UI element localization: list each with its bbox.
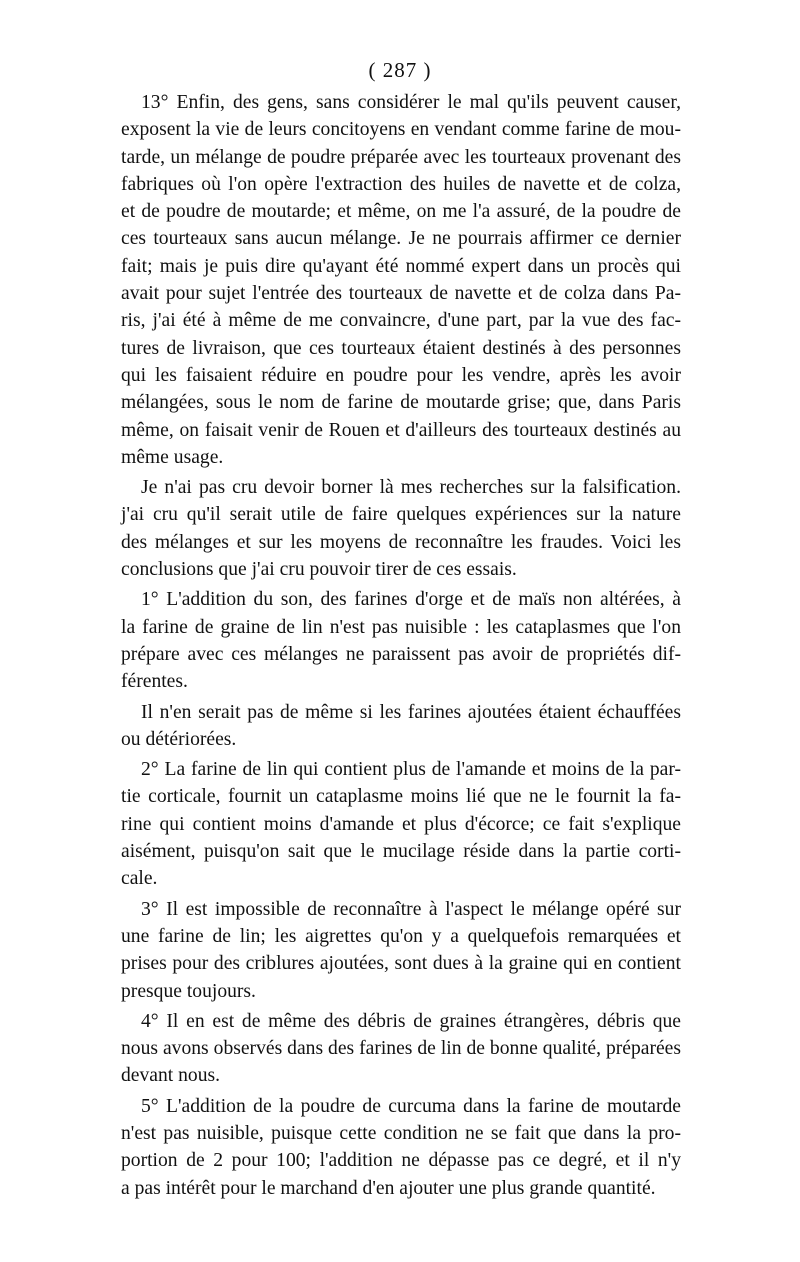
paragraph — [121, 1093, 681, 1202]
text-line: une farine de lin; les aigrettes qu'on y a quelquefois remarquées et — [121, 925, 681, 947]
text-line: 3° Il est impossible de reconnaître à l'aspect le mélange opéré sur — [141, 898, 681, 920]
text-line: prises pour des criblures ajoutées, sont dues à la graine qui en contient — [121, 953, 681, 975]
paragraph — [121, 89, 681, 471]
body-text — [121, 89, 681, 1202]
text-line: des mélanges et sur les moyens de reconnaître les fraudes. Voici les — [121, 531, 681, 553]
text-line: rine qui contient moins d'amande et plus d'écorce; ce fait s'explique — [121, 813, 681, 835]
text-line: aisément, puisqu'on sait que le mucilage réside dans la partie corti- — [121, 841, 681, 863]
text-line: conclusions que j'ai cru pouvoir tirer de ces essais. — [121, 559, 517, 581]
text-line: 1° L'addition du son, des farines d'orge et de maïs non altérées, à — [141, 589, 681, 611]
text-line: tarde, un mélange de poudre préparée avec les tourteaux provenant des — [121, 146, 681, 168]
text-line: même, on faisait venir de Rouen et d'ailleurs des tourteaux destinés au — [121, 419, 681, 441]
text-line: ou détériorées. — [121, 728, 237, 750]
text-line: ces tourteaux sans aucun mélange. Je ne pourrais affirmer ce dernier — [121, 228, 681, 250]
text-line: tie corticale, fournit un cataplasme moins lié que ne le fournit la fa- — [121, 786, 681, 808]
text-line: et de poudre de moutarde; et même, on me l'a assuré, de la poudre de — [121, 201, 681, 223]
text-line: exposent la vie de leurs concitoyens en vendant comme farine de mou- — [121, 119, 681, 141]
text-line: n'est pas nuisible, puisque cette condition ne se fait que dans la pro- — [121, 1122, 681, 1144]
text-line: nous avons observés dans des farines de lin de bonne qualité, préparées — [121, 1038, 681, 1060]
text-line: a pas intérêt pour le marchand d'en ajouter une plus grande quantité. — [121, 1177, 656, 1199]
text-line: Il n'en serait pas de même si les farines ajoutées étaient échauffées — [141, 701, 681, 723]
text-line: 2° La farine de lin qui contient plus de l'amande et moins de la par- — [141, 759, 681, 781]
text-line: même usage. — [121, 446, 224, 468]
text-line: fait; mais je puis dire qu'ayant été nommé expert dans un procès qui — [121, 255, 681, 277]
paragraph — [121, 699, 681, 754]
text-line: ris, j'ai été à même de me convaincre, d'une part, par la vue des fac- — [121, 310, 681, 332]
text-line: férentes. — [121, 671, 188, 693]
text-line: prépare avec ces mélanges ne paraissent pas avoir de propriétés dif- — [121, 643, 681, 665]
text-line: tures de livraison, que ces tourteaux étaient destinés à des personnes — [121, 337, 681, 359]
text-line: j'ai cru qu'il serait utile de faire quelques expériences sur la nature — [121, 504, 681, 526]
text-line: qui les faisaient réduire en poudre pour les vendre, après les avoir — [121, 364, 681, 386]
text-line: Je n'ai pas cru devoir borner là mes recherches sur la falsification. — [141, 477, 681, 499]
text-line: presque toujours. — [121, 980, 256, 1002]
text-line: devant nous. — [121, 1065, 221, 1087]
text-line: la farine de graine de lin n'est pas nuisible : les cataplasmes que l'on — [121, 616, 681, 638]
text-line: cale. — [121, 868, 158, 890]
paragraph — [121, 756, 681, 892]
text-line: 13° Enfin, des gens, sans considérer le mal qu'ils peuvent causer, — [141, 92, 681, 113]
text-line: 4° Il en est de même des débris de graines étrangères, débris que — [141, 1010, 681, 1032]
text-line: 5° L'addition de la poudre de curcuma dans la farine de moutarde — [141, 1095, 681, 1117]
text-line: fabriques où l'on opère l'extraction des huiles de navette et de colza, — [121, 173, 681, 195]
paragraph — [121, 586, 681, 695]
text-line: portion de 2 pour 100; l'addition ne dépasse pas ce degré, et il n'y — [121, 1150, 681, 1172]
text-line: avait pour sujet l'entrée des tourteaux de navette et de colza dans Pa- — [121, 283, 681, 305]
page-number: ( 287 ) — [368, 58, 432, 82]
paragraph — [121, 474, 681, 583]
paragraph — [121, 896, 681, 1005]
text-line: mélangées, sous le nom de farine de moutarde grise; que, dans Paris — [121, 392, 681, 414]
paragraph — [121, 1008, 681, 1090]
